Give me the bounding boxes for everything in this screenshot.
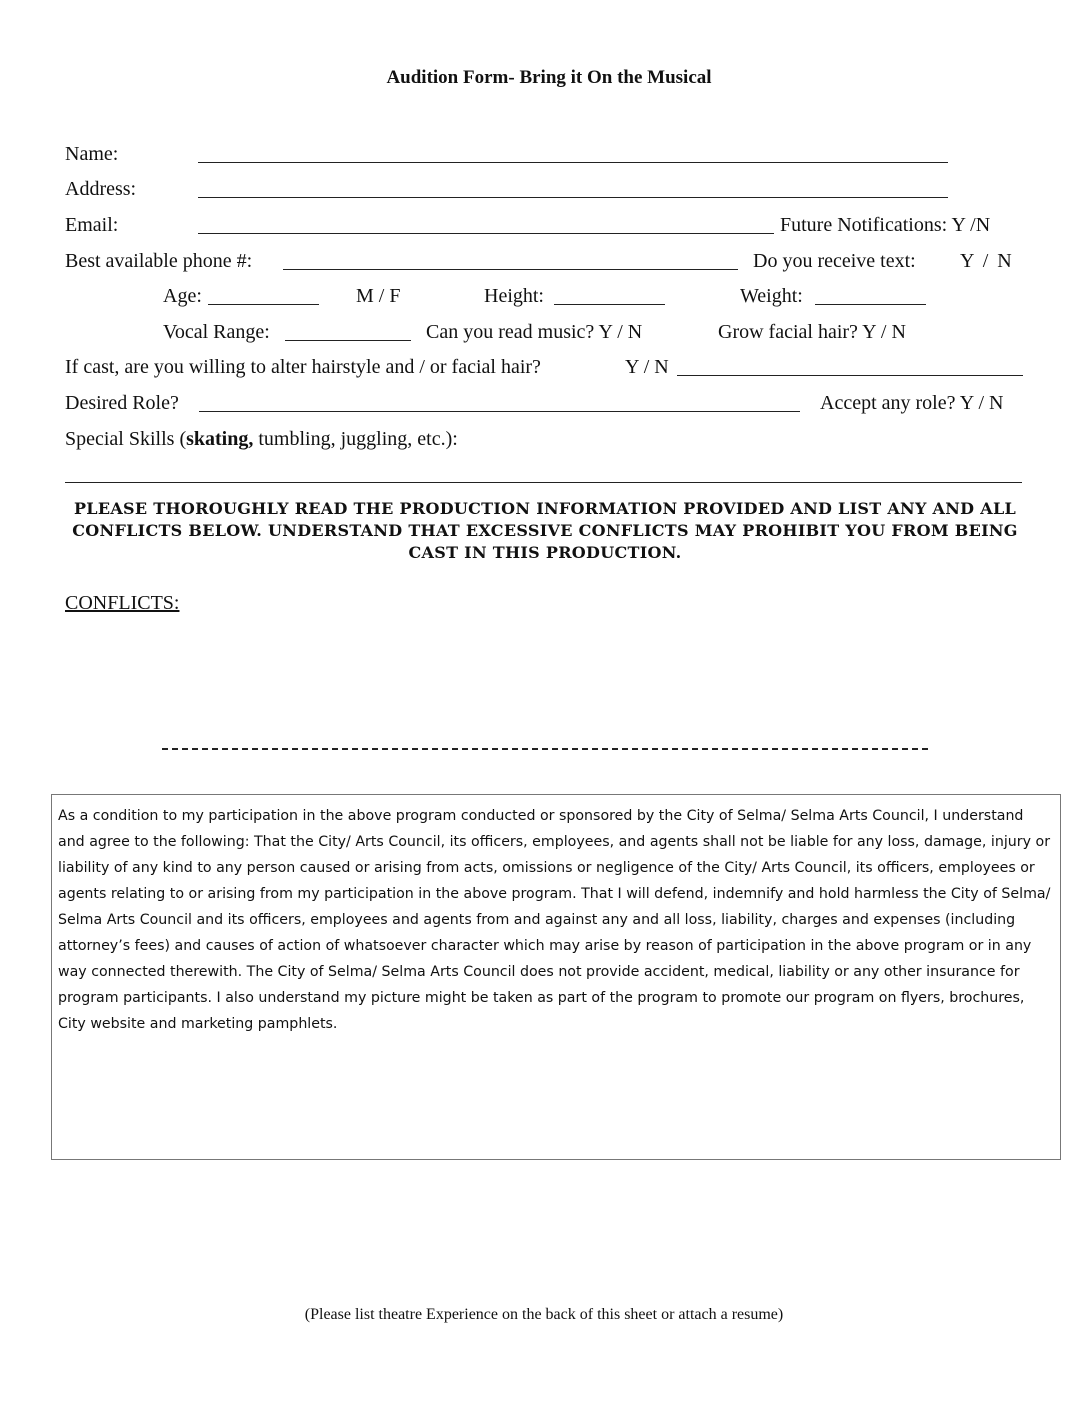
conflicts-label: CONFLICTS:	[65, 592, 180, 614]
vocal-range-label: Vocal Range:	[163, 321, 270, 343]
age-field[interactable]	[208, 286, 319, 305]
read-music-label: Can you read music? Y / N	[426, 321, 643, 343]
alter-hair-field[interactable]	[677, 357, 1023, 376]
height-label: Height:	[484, 285, 544, 307]
gender-options: M / F	[356, 285, 401, 307]
height-field[interactable]	[554, 286, 665, 305]
conflicts-warning: PLEASE THOROUGHLY READ THE PRODUCTION INFORMATION PROVIDED AND LIST ANY AND ALL CONFLICTS BELOW. UNDERSTAND THAT EXCESSIVE CONFLICTS MAY PROHIBIT YOU FROM BEING CAST IN THIS PRODUCTION.	[72, 499, 1018, 562]
address-field[interactable]	[198, 179, 948, 198]
liability-waiver: As a condition to my participation in the above program conducted or sponsored by the City of Selma/ Selma Arts Council, I understand and agree to the following: That the City/ Arts Council, its officers, employees, and agents shall not be liable for any loss, damage, injury or liability of any kind to any person caused or arising from acts, omissions or negligence of the City/ Arts Council, its officers, employees or agents relating to or arising from my participation in the above program. That I will defend, indemnify and hold harmless the City of Selma/ Selma Arts Council and its officers, employees and agents from and against any and all loss, liability, charges and expenses (including attorney’s fees) and causes of action of whatsoever character which may arise by reason of participation in the above program or in any way connected therewith. The City of Selma/ Selma Arts Council does not provide accident, medical, liability or any other insurance for program participants. I also understand my picture might be taken as part of the program to promote our program on flyers, brochures, City website and marketing pamphlets.	[51, 794, 1061, 1160]
email-label: Email:	[65, 214, 119, 236]
special-skills-label: Special Skills (skating, tumbling, juggling, etc.):	[65, 428, 458, 450]
email-field[interactable]	[198, 215, 774, 234]
dashed-divider	[162, 748, 928, 750]
alter-hair-label: If cast, are you willing to alter hairstyle and / or facial hair?	[65, 356, 541, 378]
age-label: Age:	[163, 285, 202, 307]
receive-text-options: Y / N	[960, 250, 1012, 272]
receive-text-label: Do you receive text:	[753, 250, 916, 272]
vocal-range-field[interactable]	[285, 322, 411, 341]
desired-role-label: Desired Role?	[65, 392, 179, 414]
phone-field[interactable]	[283, 251, 738, 270]
facial-hair-label: Grow facial hair? Y / N	[718, 321, 906, 343]
desired-role-field[interactable]	[199, 393, 800, 412]
accept-any-role-label: Accept any role? Y / N	[820, 392, 1004, 414]
weight-label: Weight:	[740, 285, 803, 307]
name-field[interactable]	[198, 144, 948, 163]
form-title: Audition Form- Bring it On the Musical	[386, 67, 712, 88]
alter-hair-options: Y / N	[625, 356, 669, 378]
future-notifications-label: Future Notifications: Y /N	[780, 214, 991, 236]
weight-field[interactable]	[815, 286, 926, 305]
conflicts-area[interactable]	[65, 625, 1025, 735]
footer-note: (Please list theatre Experience on the back of this sheet or attach a resume)	[304, 1306, 784, 1323]
special-skills-field[interactable]	[65, 464, 1022, 483]
phone-label: Best available phone #:	[65, 250, 253, 272]
name-label: Name:	[65, 143, 119, 165]
address-label: Address:	[65, 178, 137, 200]
